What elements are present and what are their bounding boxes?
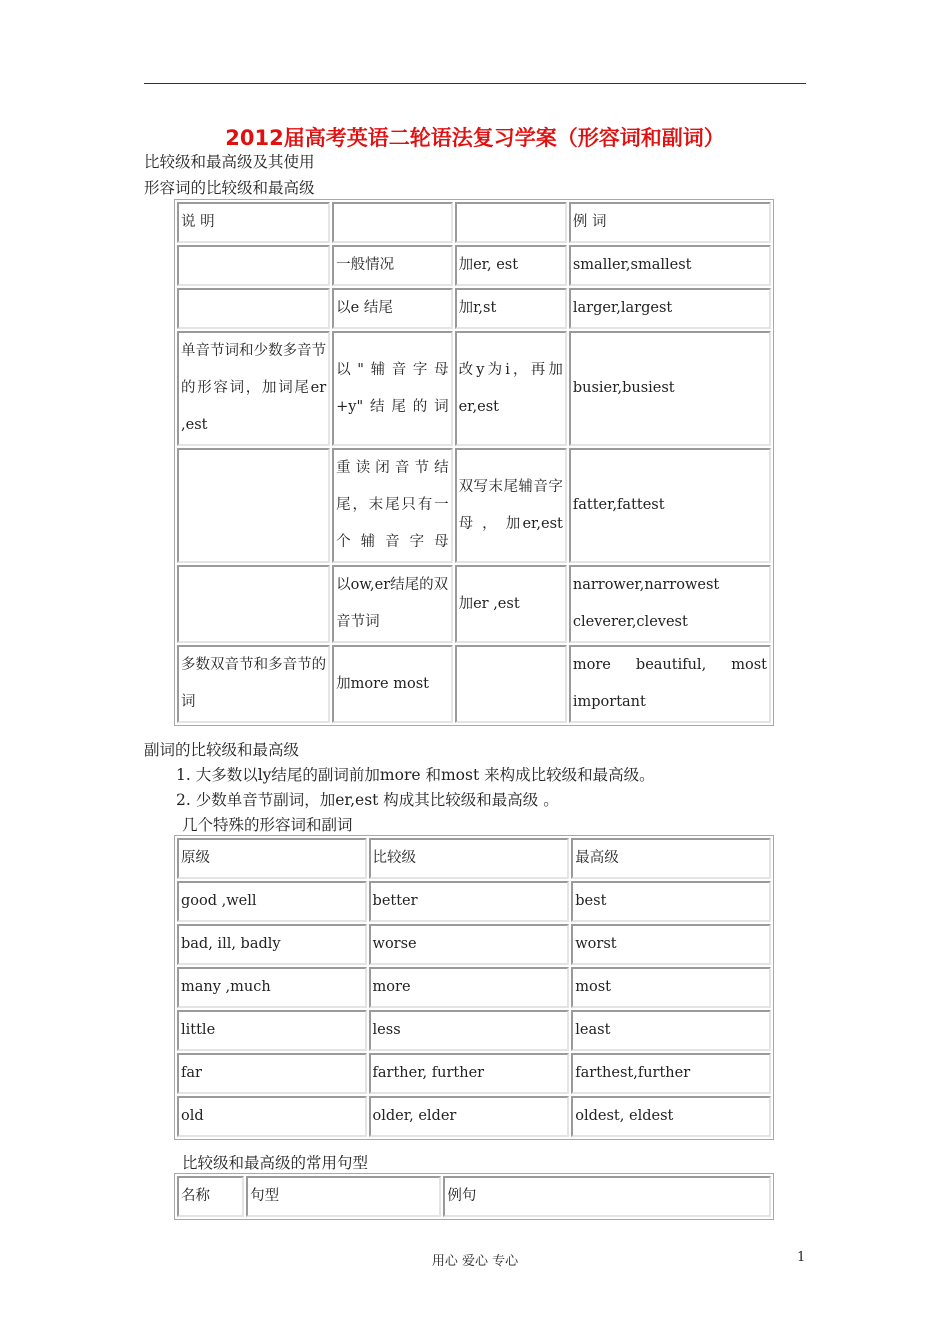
table-cell: 双写末尾辅音字 母 ， 加er,est bbox=[455, 448, 567, 563]
heading-comparison: 比较级和最高级及其使用 bbox=[144, 153, 315, 171]
table-cell: more beautiful, most important bbox=[569, 645, 771, 723]
header-cell bbox=[455, 202, 567, 243]
table-cell: little bbox=[177, 1010, 367, 1051]
table-cell: smaller,smallest bbox=[569, 245, 771, 286]
table-cell: 加er, est bbox=[455, 245, 567, 286]
table-cell: farthest,further bbox=[571, 1053, 771, 1094]
table-cell: less bbox=[369, 1010, 570, 1051]
header-cell: 例 词 bbox=[569, 202, 771, 243]
header-cell: 原级 bbox=[177, 838, 367, 879]
table-cell: 以ow,er结尾的双音节词 bbox=[332, 565, 452, 643]
page-title: 2012届高考英语二轮语法复习学案（形容词和副词） bbox=[225, 126, 725, 150]
table-cell: farther, further bbox=[369, 1053, 570, 1094]
table-cell: fatter,fattest bbox=[569, 448, 771, 563]
header-cell: 例句 bbox=[443, 1176, 771, 1217]
page-number: 1 bbox=[797, 1250, 806, 1265]
table-cell bbox=[455, 645, 567, 723]
header-cell: 比较级 bbox=[369, 838, 570, 879]
heading-patterns: 比较级和最高级的常用句型 bbox=[182, 1154, 369, 1172]
table-cell: 加more most bbox=[332, 645, 452, 723]
table-cell: 重读闭音节结尾，末尾只有一个辅音字母 bbox=[332, 448, 452, 563]
header-cell: 名称 bbox=[177, 1176, 244, 1217]
table-row bbox=[177, 924, 771, 965]
table-row bbox=[177, 448, 771, 563]
table-cell: many ,much bbox=[177, 967, 367, 1008]
table-row bbox=[177, 565, 771, 643]
header-cell: 最高级 bbox=[571, 838, 771, 879]
table-cell: bad, ill, badly bbox=[177, 924, 367, 965]
table-row bbox=[177, 1053, 771, 1094]
top-rule bbox=[144, 83, 806, 84]
table-row bbox=[177, 245, 771, 286]
table-row bbox=[177, 881, 771, 922]
table-row bbox=[177, 1096, 771, 1137]
table-cell bbox=[177, 448, 330, 563]
table-cell: larger,largest bbox=[569, 288, 771, 329]
table-row bbox=[177, 967, 771, 1008]
irregular-table bbox=[174, 835, 774, 1140]
footer: 用心 爱心 专心 bbox=[431, 1254, 519, 1269]
table-cell: 多数双音节和多音节的词 bbox=[177, 645, 330, 723]
table-row bbox=[177, 288, 771, 329]
heading-adjective: 形容词的比较级和最高级 bbox=[144, 179, 315, 197]
adverb-rule: 1. 大多数以ly结尾的副词前加more 和most 来构成比较级和最高级。 bbox=[176, 766, 655, 784]
table-cell: older, elder bbox=[369, 1096, 570, 1137]
table-cell: least bbox=[571, 1010, 771, 1051]
table-cell: 改y为i，再加er,est bbox=[455, 331, 567, 446]
table-row bbox=[177, 1010, 771, 1051]
table-row bbox=[177, 645, 771, 723]
table-cell bbox=[177, 565, 330, 643]
header-cell: 句型 bbox=[246, 1176, 441, 1217]
table-cell: far bbox=[177, 1053, 367, 1094]
adjective-table bbox=[174, 199, 774, 726]
table-cell: busier,busiest bbox=[569, 331, 771, 446]
table-cell: worst bbox=[571, 924, 771, 965]
table-cell: 加r,st bbox=[455, 288, 567, 329]
table-cell: 以e 结尾 bbox=[332, 288, 452, 329]
table-cell: 加er ,est bbox=[455, 565, 567, 643]
pattern-table bbox=[174, 1173, 774, 1220]
header-cell bbox=[332, 202, 452, 243]
table-cell: best bbox=[571, 881, 771, 922]
table-cell: better bbox=[369, 881, 570, 922]
heading-adverb: 副词的比较级和最高级 bbox=[144, 741, 300, 759]
table-cell bbox=[177, 288, 330, 329]
table-cell: more bbox=[369, 967, 570, 1008]
table-cell: oldest, eldest bbox=[571, 1096, 771, 1137]
table-cell: narrower,narrowest cleverer,clevest bbox=[569, 565, 771, 643]
table-cell: most bbox=[571, 967, 771, 1008]
table-cell: 一般情况 bbox=[332, 245, 452, 286]
adverb-rule: 2. 少数单音节副词，加er,est 构成其比较级和最高级 。 bbox=[176, 791, 559, 809]
table-cell: 以"辅音字母+y"结尾的词 bbox=[332, 331, 452, 446]
table-cell: good ,well bbox=[177, 881, 367, 922]
table-cell: 单音节词和少数多音节的形容词，加词尾er ,est bbox=[177, 331, 330, 446]
table-row bbox=[177, 331, 771, 446]
table-cell bbox=[177, 245, 330, 286]
table-cell: worse bbox=[369, 924, 570, 965]
heading-irregular: 几个特殊的形容词和副词 bbox=[182, 816, 353, 834]
table-cell: old bbox=[177, 1096, 367, 1137]
header-cell: 说 明 bbox=[177, 202, 330, 243]
